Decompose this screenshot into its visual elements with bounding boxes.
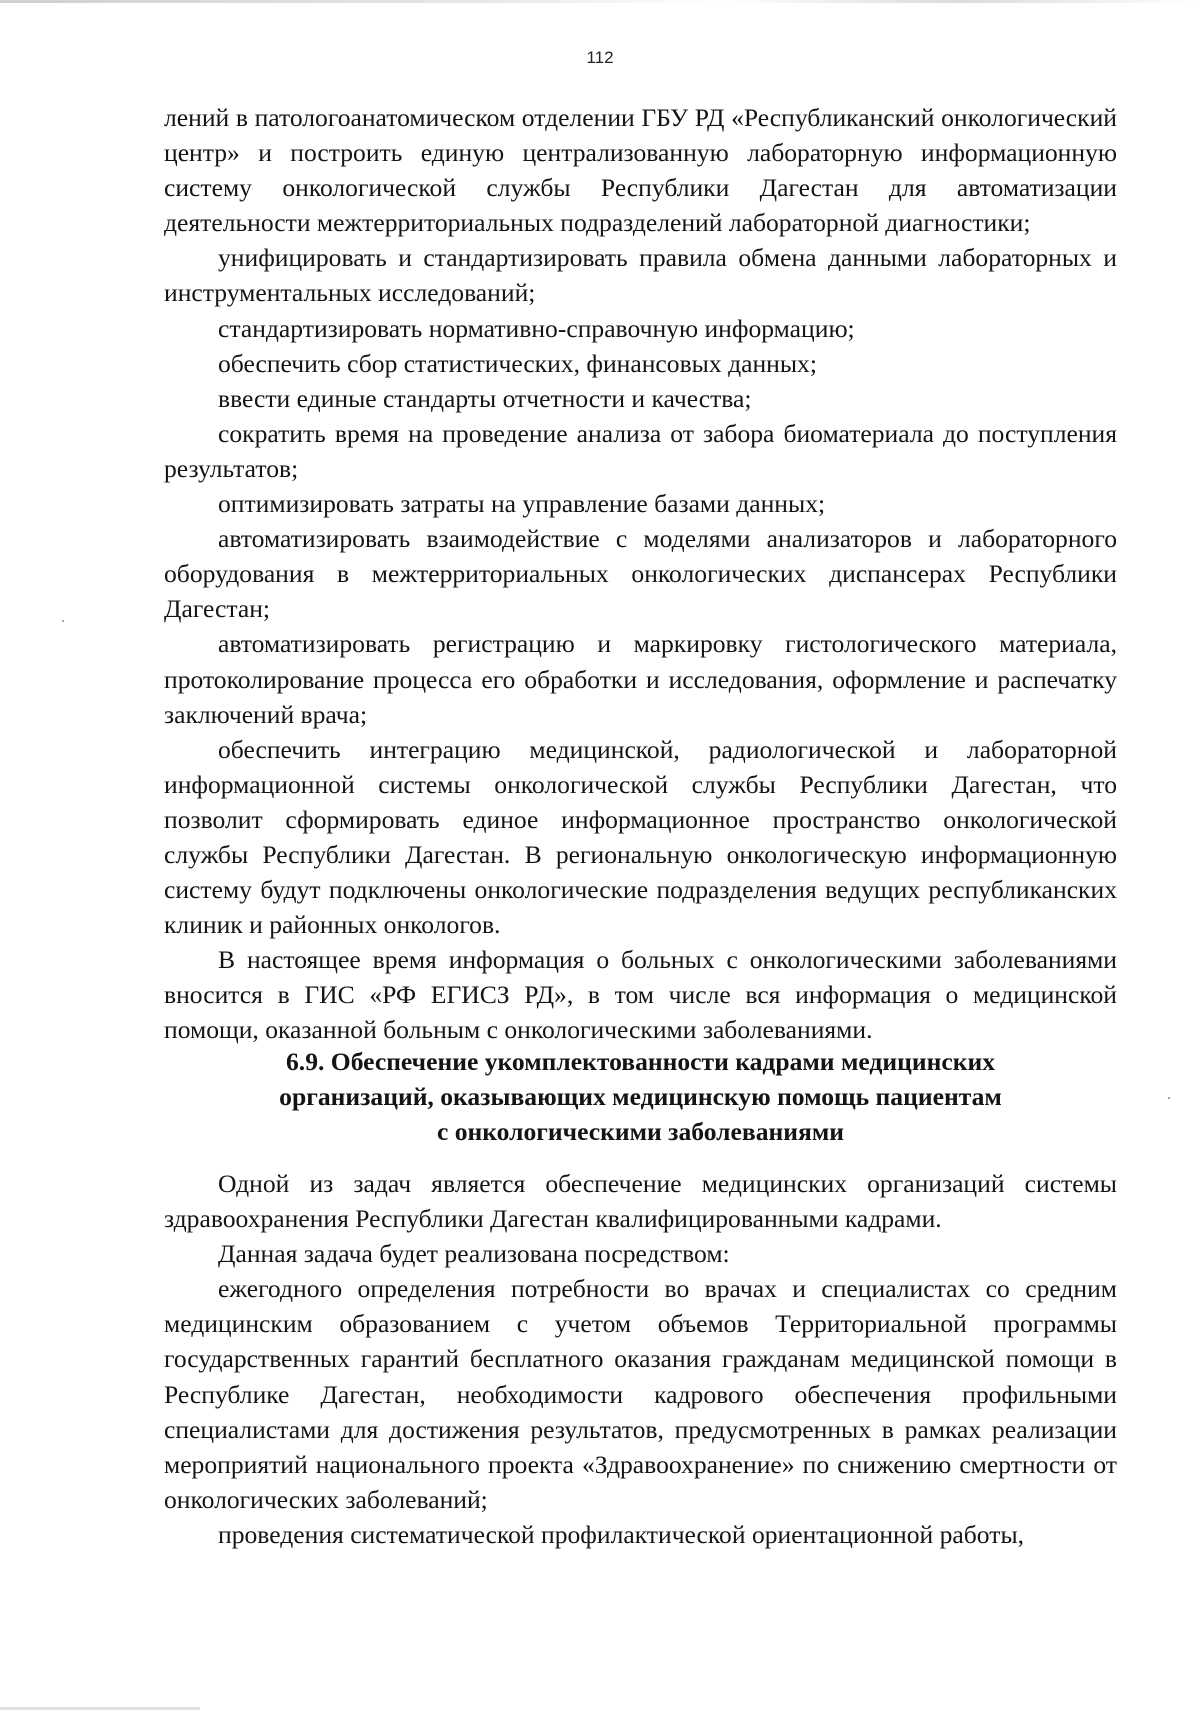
paragraph-item: проведения систематической профилактической ориентационной работы, [218,1519,1025,1549]
paragraph-item: ввести единые стандарты отчетности и качества; [218,383,752,413]
paragraph-item: ежегодного определения потребности во врачах и специалистах со средним медицинским образованием с учетом объемов Территориальной программы государственных гарантий бесплатного оказания гражданам медицинской помощи в Республике Дагестан, необходимости кадрового обеспечения профильными специалистами для достижения результатов, предусмотренных в рамках реализации мероприятий национального проекта «Здравоохранение» по снижению смертности от онкологических заболеваний; [164,1274,1117,1514]
paragraph-item: оптимизировать затраты на управление базами данных; [218,489,826,519]
section-heading-line: с онкологическими заболеваниями [436,1117,845,1147]
paragraph-item: автоматизировать регистрацию и маркировку гистологического материала, протоколирование процесса его обработки и исследования, оформление и распечатку заключений врача; [164,629,1117,729]
body-text-top [164,100,1117,1048]
paragraph-item: сократить время на проведение анализа от забора биоматериала до поступления результатов; [164,418,1117,483]
paragraph-item: обеспечить интеграцию медицинской, радиологической и лабораторной информационной системы онкологической службы Республики Дагестан, что позволит сформировать единое информационное пространство онкологической службы Республики Дагестан. В региональную онкологическую информационную систему будут подключены онкологические подразделения ведущих республиканских клиник и районных онкологов. [164,734,1117,940]
section-heading [164,1044,1117,1149]
paragraph-item: Данная задача будет реализована посредством: [218,1239,730,1269]
body-text-bottom [164,1166,1117,1552]
paragraph-continuation: лений в патологоанатомическом отделении ГБУ РД «Республиканский онкологический центр» и построить единую централизованную лабораторную информационную систему онкологической службы Республики Дагестан для автоматизации деятельности межтерриториальных подразделений лабораторной диагностики; [164,103,1117,238]
section-heading-line: организаций, оказывающих медицинскую помощь пациентам [279,1082,1002,1112]
scan-speck [1168,1097,1170,1099]
paragraph-item: автоматизировать взаимодействие с моделями анализаторов и лабораторного оборудования в межтерриториальных онкологических диспансерах Республики Дагестан; [164,524,1117,624]
paragraph-item: обеспечить сбор статистических, финансовых данных; [218,348,817,378]
paragraph-item: стандартизировать нормативно-справочную информацию; [218,313,855,343]
section-heading-line: 6.9. Обеспечение укомплектованности кадрами медицинских [286,1047,995,1076]
paragraph-item: Одной из задач является обеспечение медицинских организаций системы здравоохранения Республики Дагестан квалифицированными кадрами. [164,1169,1117,1234]
paragraph-item: унифицировать и стандартизировать правила обмена данными лабораторных и инструментальных исследований; [164,243,1117,308]
paragraph-item: В настоящее время информация о больных с онкологическими заболеваниями вносится в ГИС «РФ ЕГИСЗ РД», в том числе вся информация о медицинской помощи, оказанной больным с онкологическими заболеваниями. [164,945,1117,1045]
scan-speck [62,620,64,622]
scan-edge-top [0,0,1200,3]
page-number: 112 [586,48,614,67]
